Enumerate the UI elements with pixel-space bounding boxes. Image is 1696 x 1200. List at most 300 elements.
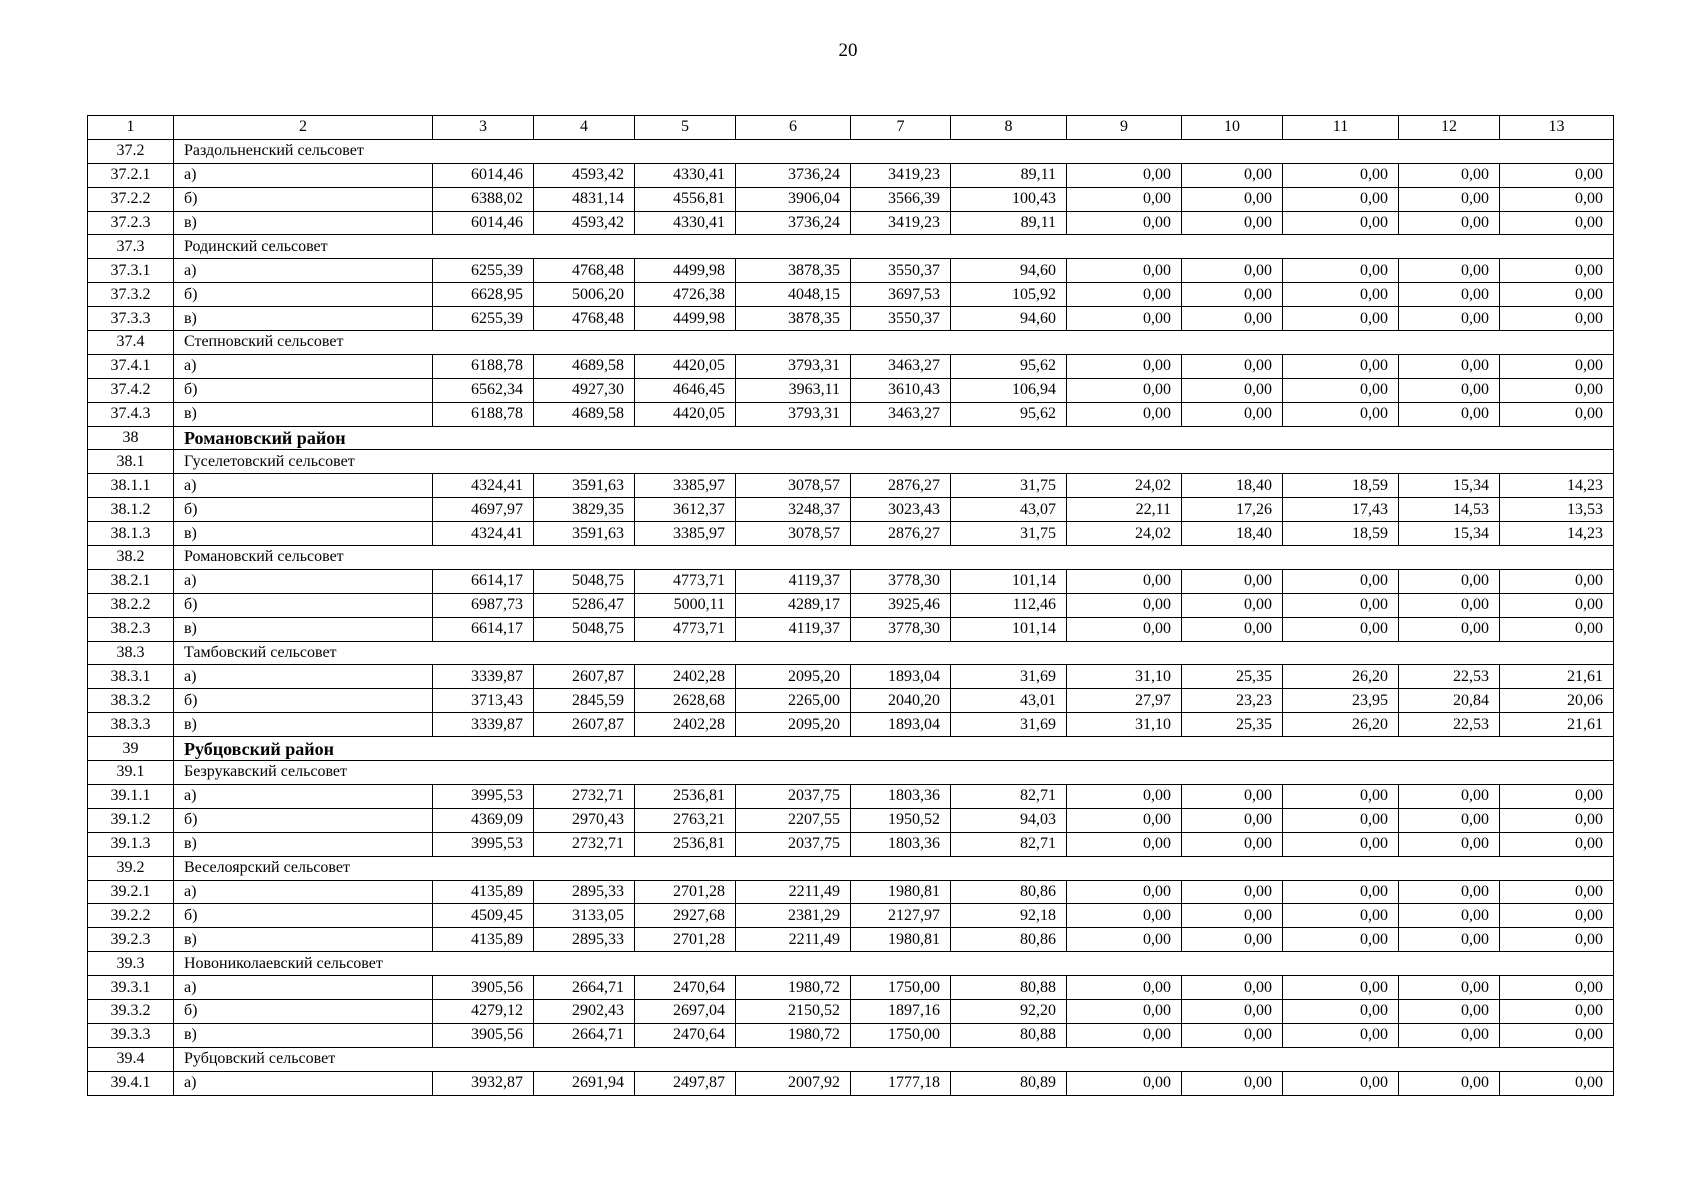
row-code: 38.1: [88, 450, 174, 474]
row-label: а): [174, 784, 433, 808]
value-cell: 2902,43: [534, 999, 635, 1023]
value-cell: 4927,30: [534, 378, 635, 402]
value-cell: 0,00: [1182, 808, 1283, 832]
table-row: [88, 259, 1614, 283]
value-cell: 0,00: [1182, 259, 1283, 283]
row-code: 37.2.3: [88, 211, 174, 235]
value-cell: 0,00: [1399, 999, 1500, 1023]
row-code: 38.1.1: [88, 474, 174, 498]
row-label: а): [174, 1071, 433, 1095]
settlement-row: [88, 235, 1614, 259]
value-cell: 0,00: [1182, 354, 1283, 378]
value-cell: 0,00: [1283, 617, 1399, 641]
settlement-row: [88, 1047, 1614, 1071]
value-cell: 4499,98: [635, 307, 736, 331]
value-cell: 13,53: [1500, 498, 1614, 522]
settlement-row: [88, 331, 1614, 355]
row-label: б): [174, 689, 433, 713]
value-cell: 2037,75: [736, 784, 851, 808]
value-cell: 0,00: [1283, 593, 1399, 617]
value-cell: 3736,24: [736, 211, 851, 235]
settlement-row: [88, 856, 1614, 880]
value-cell: 0,00: [1500, 808, 1614, 832]
value-cell: 100,43: [951, 187, 1067, 211]
value-cell: 105,92: [951, 283, 1067, 307]
value-cell: 0,00: [1283, 880, 1399, 904]
value-cell: 23,23: [1182, 689, 1283, 713]
value-cell: 0,00: [1500, 928, 1614, 952]
row-label: в): [174, 713, 433, 737]
value-cell: 0,00: [1067, 378, 1182, 402]
value-cell: 2402,28: [635, 713, 736, 737]
value-cell: 2150,52: [736, 999, 851, 1023]
value-cell: 0,00: [1500, 163, 1614, 187]
value-cell: 3736,24: [736, 163, 851, 187]
row-code: 38.3: [88, 641, 174, 665]
table-body: [88, 139, 1614, 1095]
settlement-title: Рубцовский сельсовет: [174, 1047, 1614, 1071]
value-cell: 25,35: [1182, 713, 1283, 737]
column-header: 2: [174, 116, 433, 140]
value-cell: 4135,89: [433, 880, 534, 904]
value-cell: 4768,48: [534, 307, 635, 331]
value-cell: 0,00: [1182, 569, 1283, 593]
column-header: 7: [851, 116, 951, 140]
row-code: 38.2.3: [88, 617, 174, 641]
settlement-row: [88, 761, 1614, 785]
value-cell: 0,00: [1182, 928, 1283, 952]
value-cell: 1980,81: [851, 928, 951, 952]
value-cell: 4773,71: [635, 617, 736, 641]
row-code: 37.3.2: [88, 283, 174, 307]
value-cell: 0,00: [1067, 163, 1182, 187]
value-cell: 0,00: [1283, 999, 1399, 1023]
value-cell: 2127,97: [851, 904, 951, 928]
row-code: 39.3.3: [88, 1023, 174, 1047]
value-cell: 2381,29: [736, 904, 851, 928]
value-cell: 0,00: [1182, 211, 1283, 235]
table-row: [88, 593, 1614, 617]
row-label: б): [174, 187, 433, 211]
value-cell: 4831,14: [534, 187, 635, 211]
row-label: б): [174, 593, 433, 617]
value-cell: 0,00: [1067, 832, 1182, 856]
row-code: 38.3.1: [88, 665, 174, 689]
column-header: 12: [1399, 116, 1500, 140]
value-cell: 0,00: [1182, 999, 1283, 1023]
table-row: [88, 713, 1614, 737]
value-cell: 0,00: [1283, 1071, 1399, 1095]
value-cell: 3463,27: [851, 402, 951, 426]
value-cell: 3566,39: [851, 187, 951, 211]
column-header: 11: [1283, 116, 1399, 140]
value-cell: 0,00: [1500, 259, 1614, 283]
value-cell: 4119,37: [736, 569, 851, 593]
table-row: [88, 1023, 1614, 1047]
value-cell: 0,00: [1067, 283, 1182, 307]
value-cell: 1803,36: [851, 784, 951, 808]
row-code: 39.2.3: [88, 928, 174, 952]
value-cell: 25,35: [1182, 665, 1283, 689]
column-header: 9: [1067, 116, 1182, 140]
value-cell: 4048,15: [736, 283, 851, 307]
value-cell: 2970,43: [534, 808, 635, 832]
table-row: [88, 665, 1614, 689]
value-cell: 2876,27: [851, 474, 951, 498]
value-cell: 0,00: [1399, 880, 1500, 904]
settlement-title: Романовский сельсовет: [174, 546, 1614, 570]
value-cell: 1980,72: [736, 1023, 851, 1047]
value-cell: 3419,23: [851, 211, 951, 235]
value-cell: 3385,97: [635, 522, 736, 546]
value-cell: 17,43: [1283, 498, 1399, 522]
value-cell: 1777,18: [851, 1071, 951, 1095]
value-cell: 0,00: [1067, 808, 1182, 832]
value-cell: 4499,98: [635, 259, 736, 283]
value-cell: 3905,56: [433, 976, 534, 1000]
value-cell: 0,00: [1067, 187, 1182, 211]
value-cell: 0,00: [1500, 976, 1614, 1000]
value-cell: 4646,45: [635, 378, 736, 402]
settlement-row: [88, 450, 1614, 474]
value-cell: 2895,33: [534, 880, 635, 904]
row-code: 38.2.2: [88, 593, 174, 617]
value-cell: 0,00: [1500, 569, 1614, 593]
value-cell: 0,00: [1067, 928, 1182, 952]
value-cell: 3550,37: [851, 307, 951, 331]
row-code: 39.2.1: [88, 880, 174, 904]
value-cell: 0,00: [1283, 187, 1399, 211]
row-label: а): [174, 474, 433, 498]
value-cell: 0,00: [1283, 354, 1399, 378]
value-cell: 31,75: [951, 522, 1067, 546]
row-label: в): [174, 1023, 433, 1047]
value-cell: 0,00: [1399, 1023, 1500, 1047]
value-cell: 26,20: [1283, 665, 1399, 689]
value-cell: 3793,31: [736, 402, 851, 426]
column-header: 5: [635, 116, 736, 140]
row-code: 39.2: [88, 856, 174, 880]
value-cell: 31,69: [951, 713, 1067, 737]
column-header: 3: [433, 116, 534, 140]
value-cell: 0,00: [1500, 283, 1614, 307]
settlement-title: Веселоярский сельсовет: [174, 856, 1614, 880]
value-cell: 15,34: [1399, 474, 1500, 498]
row-code: 39.3: [88, 952, 174, 976]
row-code: 39: [88, 737, 174, 761]
value-cell: 95,62: [951, 402, 1067, 426]
row-code: 38.1.3: [88, 522, 174, 546]
row-code: 37.2.1: [88, 163, 174, 187]
value-cell: 0,00: [1500, 402, 1614, 426]
value-cell: 0,00: [1182, 832, 1283, 856]
value-cell: 6014,46: [433, 211, 534, 235]
table-row: [88, 402, 1614, 426]
value-cell: 22,11: [1067, 498, 1182, 522]
row-code: 39.1.3: [88, 832, 174, 856]
value-cell: 6562,34: [433, 378, 534, 402]
value-cell: 3078,57: [736, 474, 851, 498]
value-cell: 3793,31: [736, 354, 851, 378]
value-cell: 0,00: [1182, 784, 1283, 808]
value-cell: 0,00: [1399, 928, 1500, 952]
value-cell: 0,00: [1283, 832, 1399, 856]
value-cell: 4135,89: [433, 928, 534, 952]
row-code: 37.4: [88, 331, 174, 355]
value-cell: 3612,37: [635, 498, 736, 522]
value-cell: 0,00: [1283, 569, 1399, 593]
value-cell: 4289,17: [736, 593, 851, 617]
value-cell: 0,00: [1182, 617, 1283, 641]
value-cell: 95,62: [951, 354, 1067, 378]
settlement-row: [88, 139, 1614, 163]
row-code: 37.2.2: [88, 187, 174, 211]
value-cell: 2497,87: [635, 1071, 736, 1095]
value-cell: 22,53: [1399, 713, 1500, 737]
value-cell: 15,34: [1399, 522, 1500, 546]
value-cell: 43,07: [951, 498, 1067, 522]
row-code: 39.3.1: [88, 976, 174, 1000]
value-cell: 0,00: [1399, 354, 1500, 378]
value-cell: 4768,48: [534, 259, 635, 283]
value-cell: 3995,53: [433, 784, 534, 808]
value-cell: 0,00: [1283, 402, 1399, 426]
row-code: 38: [88, 426, 174, 450]
value-cell: 101,14: [951, 569, 1067, 593]
value-cell: 2697,04: [635, 999, 736, 1023]
row-code: 38.3.2: [88, 689, 174, 713]
value-cell: 2211,49: [736, 880, 851, 904]
table-row: [88, 307, 1614, 331]
value-cell: 0,00: [1399, 784, 1500, 808]
value-cell: 2607,87: [534, 713, 635, 737]
value-cell: 0,00: [1067, 211, 1182, 235]
value-cell: 2037,75: [736, 832, 851, 856]
value-cell: 0,00: [1283, 1023, 1399, 1047]
value-cell: 0,00: [1067, 354, 1182, 378]
value-cell: 2628,68: [635, 689, 736, 713]
row-label: а): [174, 976, 433, 1000]
value-cell: 0,00: [1399, 187, 1500, 211]
value-cell: 0,00: [1283, 283, 1399, 307]
value-cell: 0,00: [1067, 784, 1182, 808]
value-cell: 3778,30: [851, 569, 951, 593]
value-cell: 4330,41: [635, 211, 736, 235]
value-cell: 17,26: [1182, 498, 1283, 522]
value-cell: 2207,55: [736, 808, 851, 832]
value-cell: 18,40: [1182, 522, 1283, 546]
row-label: а): [174, 163, 433, 187]
settlement-title: Степновский сельсовет: [174, 331, 1614, 355]
value-cell: 24,02: [1067, 522, 1182, 546]
value-cell: 3591,63: [534, 474, 635, 498]
value-cell: 0,00: [1067, 1023, 1182, 1047]
value-cell: 0,00: [1399, 617, 1500, 641]
district-row: [88, 737, 1614, 761]
table-row: [88, 904, 1614, 928]
value-cell: 4279,12: [433, 999, 534, 1023]
row-code: 38.2: [88, 546, 174, 570]
value-cell: 4689,58: [534, 402, 635, 426]
value-cell: 21,61: [1500, 713, 1614, 737]
value-cell: 3023,43: [851, 498, 951, 522]
value-cell: 4420,05: [635, 354, 736, 378]
value-cell: 89,11: [951, 163, 1067, 187]
value-cell: 6188,78: [433, 402, 534, 426]
table-row: [88, 999, 1614, 1023]
value-cell: 2007,92: [736, 1071, 851, 1095]
value-cell: 0,00: [1283, 808, 1399, 832]
value-cell: 3463,27: [851, 354, 951, 378]
value-cell: 112,46: [951, 593, 1067, 617]
column-header: 6: [736, 116, 851, 140]
value-cell: 6628,95: [433, 283, 534, 307]
value-cell: 1980,72: [736, 976, 851, 1000]
row-label: а): [174, 259, 433, 283]
value-cell: 80,86: [951, 928, 1067, 952]
table-row: [88, 354, 1614, 378]
value-cell: 4773,71: [635, 569, 736, 593]
value-cell: 0,00: [1500, 187, 1614, 211]
value-cell: 82,71: [951, 784, 1067, 808]
value-cell: 20,84: [1399, 689, 1500, 713]
value-cell: 0,00: [1182, 976, 1283, 1000]
settlement-title: Родинский сельсовет: [174, 235, 1614, 259]
table-header: [88, 116, 1614, 140]
value-cell: 4593,42: [534, 211, 635, 235]
value-cell: 6188,78: [433, 354, 534, 378]
value-cell: 0,00: [1399, 976, 1500, 1000]
row-label: б): [174, 904, 433, 928]
page-number: 20: [838, 40, 858, 61]
value-cell: 0,00: [1500, 1023, 1614, 1047]
value-cell: 0,00: [1067, 259, 1182, 283]
value-cell: 3778,30: [851, 617, 951, 641]
value-cell: 0,00: [1500, 784, 1614, 808]
value-cell: 4697,97: [433, 498, 534, 522]
value-cell: 0,00: [1182, 378, 1283, 402]
value-cell: 0,00: [1067, 569, 1182, 593]
value-cell: 2664,71: [534, 1023, 635, 1047]
value-cell: 0,00: [1283, 259, 1399, 283]
value-cell: 0,00: [1182, 187, 1283, 211]
value-cell: 3905,56: [433, 1023, 534, 1047]
value-cell: 5006,20: [534, 283, 635, 307]
row-code: 38.3.3: [88, 713, 174, 737]
value-cell: 0,00: [1067, 904, 1182, 928]
value-cell: 0,00: [1399, 593, 1500, 617]
value-cell: 6255,39: [433, 307, 534, 331]
value-cell: 0,00: [1283, 928, 1399, 952]
value-cell: 0,00: [1182, 880, 1283, 904]
table-row: [88, 689, 1614, 713]
row-label: в): [174, 522, 433, 546]
value-cell: 23,95: [1283, 689, 1399, 713]
value-cell: 0,00: [1500, 617, 1614, 641]
column-header: 13: [1500, 116, 1614, 140]
table-row: [88, 832, 1614, 856]
row-code: 37.3.1: [88, 259, 174, 283]
value-cell: 94,60: [951, 259, 1067, 283]
value-cell: 106,94: [951, 378, 1067, 402]
row-code: 37.3: [88, 235, 174, 259]
value-cell: 3878,35: [736, 307, 851, 331]
value-cell: 6255,39: [433, 259, 534, 283]
value-cell: 92,20: [951, 999, 1067, 1023]
value-cell: 0,00: [1399, 307, 1500, 331]
settlement-title: Тамбовский сельсовет: [174, 641, 1614, 665]
value-cell: 1897,16: [851, 999, 951, 1023]
row-code: 38.1.2: [88, 498, 174, 522]
row-code: 39.2.2: [88, 904, 174, 928]
table-row: [88, 163, 1614, 187]
value-cell: 2876,27: [851, 522, 951, 546]
row-code: 37.2: [88, 139, 174, 163]
value-cell: 4119,37: [736, 617, 851, 641]
row-label: в): [174, 832, 433, 856]
value-cell: 3925,46: [851, 593, 951, 617]
value-cell: 0,00: [1182, 163, 1283, 187]
value-cell: 6987,73: [433, 593, 534, 617]
row-label: б): [174, 808, 433, 832]
value-cell: 4726,38: [635, 283, 736, 307]
value-cell: 3906,04: [736, 187, 851, 211]
value-cell: 18,59: [1283, 474, 1399, 498]
value-cell: 2763,21: [635, 808, 736, 832]
settlement-title: Новониколаевский сельсовет: [174, 952, 1614, 976]
value-cell: 92,18: [951, 904, 1067, 928]
value-cell: 4330,41: [635, 163, 736, 187]
value-cell: 3550,37: [851, 259, 951, 283]
row-code: 39.1.2: [88, 808, 174, 832]
value-cell: 0,00: [1067, 999, 1182, 1023]
value-cell: 24,02: [1067, 474, 1182, 498]
value-cell: 80,88: [951, 976, 1067, 1000]
value-cell: 0,00: [1500, 832, 1614, 856]
value-cell: 0,00: [1182, 904, 1283, 928]
value-cell: 2664,71: [534, 976, 635, 1000]
value-cell: 4324,41: [433, 522, 534, 546]
value-cell: 3713,43: [433, 689, 534, 713]
value-cell: 5048,75: [534, 569, 635, 593]
value-cell: 4509,45: [433, 904, 534, 928]
value-cell: 2470,64: [635, 976, 736, 1000]
value-cell: 20,06: [1500, 689, 1614, 713]
value-cell: 6014,46: [433, 163, 534, 187]
table-row: [88, 928, 1614, 952]
header-row: [88, 116, 1614, 140]
value-cell: 1750,00: [851, 1023, 951, 1047]
table-row: [88, 498, 1614, 522]
value-cell: 0,00: [1500, 354, 1614, 378]
value-cell: 82,71: [951, 832, 1067, 856]
value-cell: 2211,49: [736, 928, 851, 952]
value-cell: 80,86: [951, 880, 1067, 904]
value-cell: 6388,02: [433, 187, 534, 211]
table-row: [88, 211, 1614, 235]
value-cell: 3419,23: [851, 163, 951, 187]
value-cell: 0,00: [1283, 211, 1399, 235]
row-label: в): [174, 307, 433, 331]
value-cell: 0,00: [1067, 593, 1182, 617]
value-cell: 94,03: [951, 808, 1067, 832]
value-cell: 0,00: [1067, 617, 1182, 641]
value-cell: 1980,81: [851, 880, 951, 904]
value-cell: 3829,35: [534, 498, 635, 522]
value-cell: 0,00: [1067, 307, 1182, 331]
value-cell: 4369,09: [433, 808, 534, 832]
row-label: в): [174, 402, 433, 426]
